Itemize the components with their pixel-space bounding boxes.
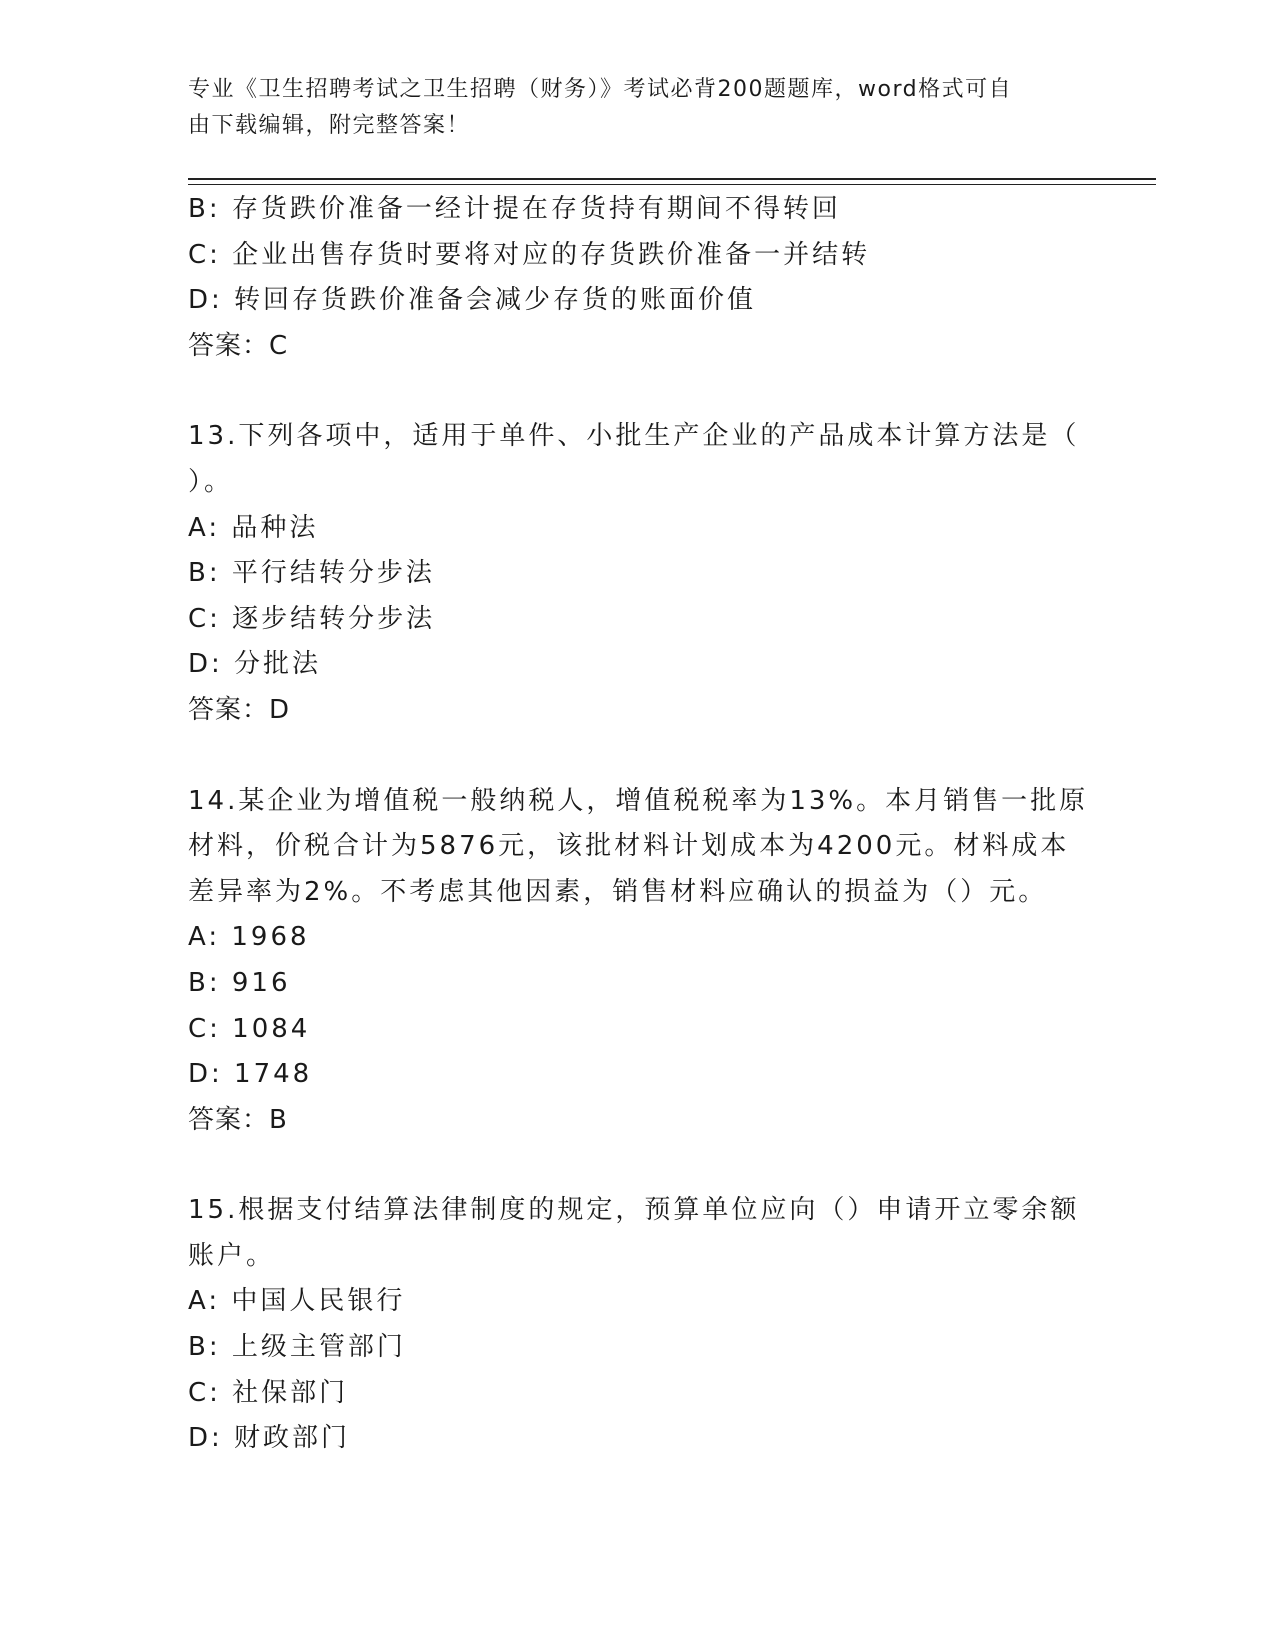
q14-option-a: A: 1968 [188, 922, 310, 953]
q15-option-d: D: 财政部门 [188, 1423, 351, 1454]
spacer [188, 369, 1078, 414]
q14-stem-line-1: 14.某企业为增值税一般纳税人，增值税税率为13%。本月销售一批原 [188, 785, 1089, 816]
document-header [188, 72, 1068, 144]
q15-option-a: A: 中国人民银行 [188, 1286, 406, 1317]
q15-stem-line-1: 15.根据支付结算法律制度的规定，预算单位应向（）申请开立零余额 [188, 1195, 1080, 1226]
question-15 [188, 1188, 1078, 1462]
question-12 [188, 187, 1078, 369]
q13-stem-line-2: ）。 [188, 466, 234, 497]
q12-answer: 答案：C [188, 330, 289, 361]
q12-option-d: D: 转回存货跌价准备会减少存货的账面价值 [188, 285, 757, 316]
q14-stem-line-2: 材料，价税合计为5876元，该批材料计划成本为4200元。材料成本 [188, 831, 1070, 862]
spacer [188, 1143, 1078, 1188]
q15-stem-line-2: 账户。 [188, 1240, 276, 1271]
q14-answer: 答案：B [188, 1104, 288, 1135]
q14-option-b: B: 916 [188, 967, 291, 998]
q12-option-b: B: 存货跌价准备一经计提在存货持有期间不得转回 [188, 194, 841, 224]
q12-option-c: C: 企业出售存货时要将对应的存货跌价准备一并结转 [188, 239, 871, 270]
header-line-1: 专业《卫生招聘考试之卫生招聘（财务）》考试必背200题题库，word格式可自 [188, 77, 1013, 102]
spacer [188, 734, 1078, 779]
header-divider-thick [188, 178, 1156, 180]
q13-stem-line-1: 13.下列各项中，适用于单件、小批生产企业的产品成本计算方法是（ [188, 421, 1080, 452]
q13-option-d: D: 分批法 [188, 649, 322, 680]
q13-option-a: A: 品种法 [188, 512, 319, 543]
q13-option-b: B: 平行结转分步法 [188, 558, 435, 589]
question-list [188, 187, 1089, 1462]
q15-option-b: B: 上级主管部门 [188, 1332, 406, 1363]
q13-answer: 答案：D [188, 694, 291, 725]
header-divider-thin [188, 184, 1156, 185]
q14-option-c: C: 1084 [188, 1013, 311, 1044]
header-line-2: 由下载编辑，附完整答案！ [188, 113, 471, 138]
q15-option-c: C: 社保部门 [188, 1377, 349, 1408]
q13-option-c: C: 逐步结转分步法 [188, 603, 436, 634]
q14-option-d: D: 1748 [188, 1059, 313, 1090]
q14-stem-line-3: 差异率为2%。不考虑其他因素，销售材料应确认的损益为（）元。 [188, 876, 1048, 907]
question-13 [188, 414, 1078, 733]
question-14 [188, 779, 1089, 1144]
